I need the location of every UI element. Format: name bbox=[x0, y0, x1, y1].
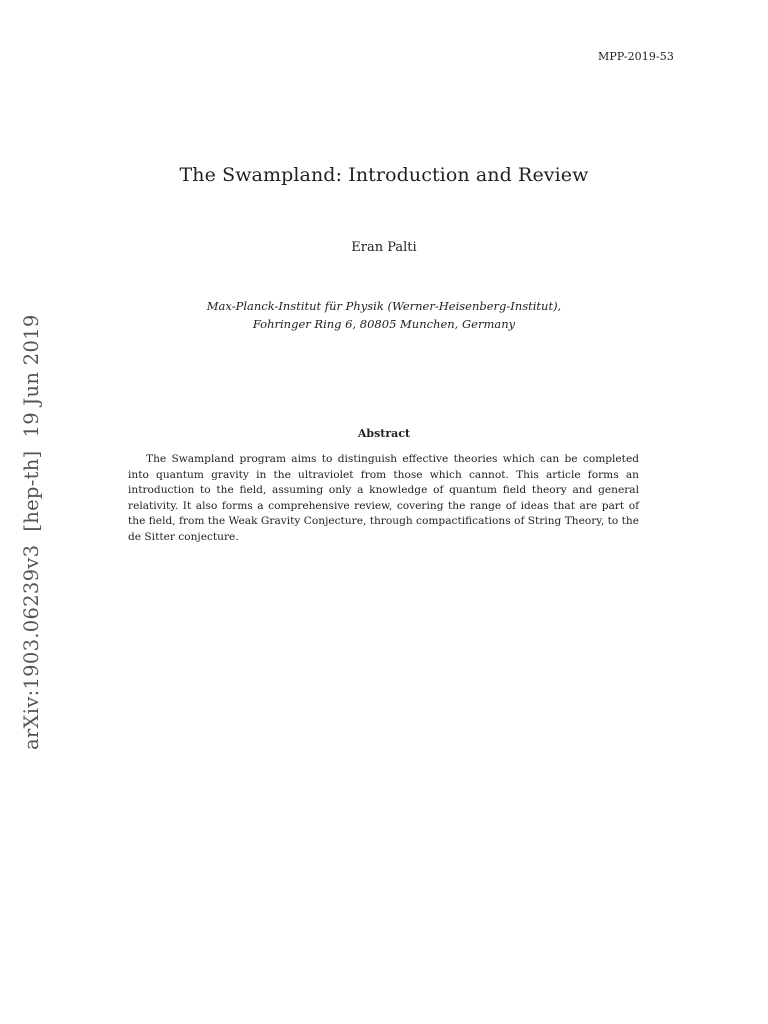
affiliation-line-2: Fohringer Ring 6, 80805 Munchen, Germany bbox=[252, 317, 516, 331]
report-number: MPP-2019-53 bbox=[598, 50, 674, 63]
arxiv-identifier-stamp: arXiv:1903.06239v3 [hep-th] 19 Jun 2019 bbox=[20, 314, 43, 750]
abstract-text: The Swampland program aims to distinguish effective theories which can be completed into quantum gravity in the ultraviolet from those which cannot. This article forms an introduction to the field, assuming only a knowledge of quantum field theory and general relativity. It also forms a comprehensive review, covering the range of ideas that are part of the field, from the Weak Gravity Conjecture, through compactifications of String Theory, to the de Sitter conjecture. bbox=[128, 453, 639, 543]
author-name: Eran Palti bbox=[351, 240, 417, 255]
abstract-heading: Abstract bbox=[357, 427, 411, 440]
affiliation bbox=[0, 297, 768, 333]
paper-title: The Swampland: Introduction and Review bbox=[179, 164, 589, 186]
affiliation-line-1: Max-Planck-Institut für Physik (Werner-Heisenberg-Institut), bbox=[206, 299, 562, 313]
